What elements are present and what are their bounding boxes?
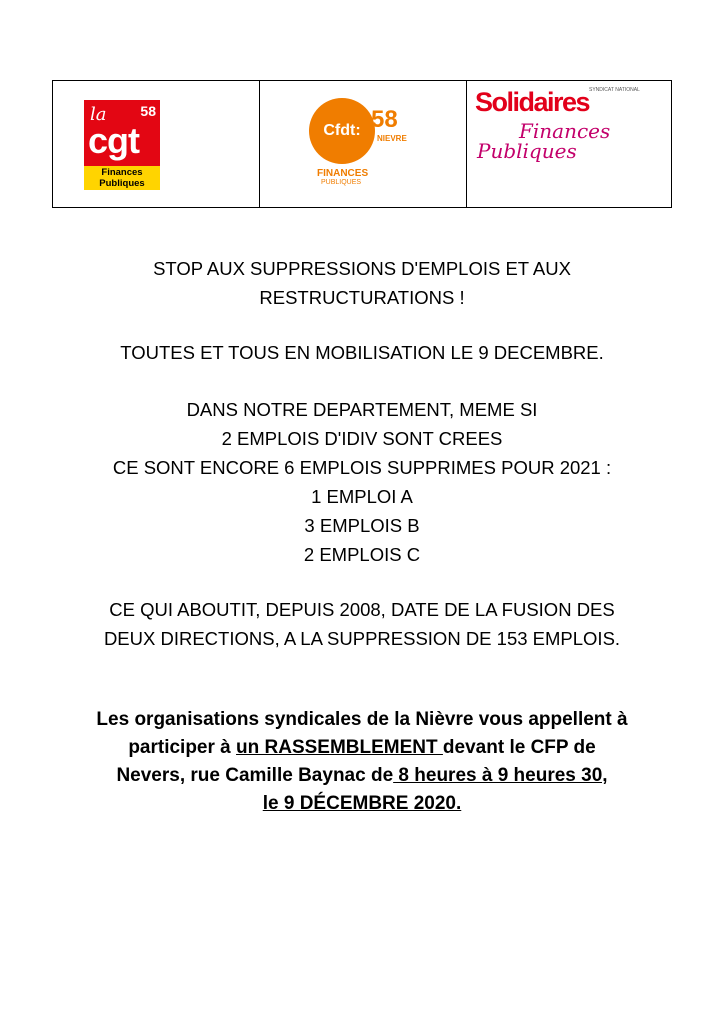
cgt-logo-prefix: la <box>90 104 107 125</box>
fusion-line: DEUX DIRECTIONS, A LA SUPPRESSION DE 153 EMPLOIS. <box>103 628 621 649</box>
solidaires-logo-tag: SYNDICAT NATIONAL <box>589 87 640 93</box>
date-underlined: le 9 DÉCEMBRE 2020. <box>262 793 462 814</box>
logo-cell-cfdt <box>260 81 467 207</box>
cfdt-logo-line1: FINANCES <box>317 168 369 179</box>
cgt-logo-band <box>84 166 160 190</box>
cfdt-logo-circle: Cfdt: <box>309 98 375 164</box>
department-text <box>0 395 724 569</box>
rassemblement-underlined: un RASSEMBLEMENT <box>236 737 443 758</box>
department-line: 1 EMPLOI A <box>311 486 413 507</box>
headline-line: STOP AUX SUPPRESSIONS D'EMPLOIS ET AUX <box>153 258 571 279</box>
solidaires-logo-name: Solidaires <box>475 87 590 117</box>
cgt-logo-number: 58 <box>140 103 156 119</box>
headline-line: RESTRUCTURATIONS ! <box>259 287 465 308</box>
call-line-3 <box>0 762 724 790</box>
mobilisation-text <box>0 338 724 367</box>
cfdt-logo <box>309 98 419 193</box>
cfdt-logo-line2: PUBLIQUES <box>321 179 362 186</box>
department-line: CE SONT ENCORE 6 EMPLOIS SUPPRIMES POUR 2021 : <box>112 457 612 478</box>
solidaires-logo-line1: Finances <box>519 119 611 143</box>
logo-cell-cgt <box>53 81 260 207</box>
headline <box>0 254 724 312</box>
cfdt-logo-number: 58 <box>371 106 398 133</box>
fusion-text <box>0 595 724 653</box>
mobilisation-line: TOUTES ET TOUS EN MOBILISATION LE 9 DECEMBRE. <box>120 342 604 363</box>
call-line-3-start: Nevers, rue Camille Baynac de <box>116 765 394 786</box>
fusion-line: CE QUI ABOUTIT, DEPUIS 2008, DATE DE LA FUSION DES <box>109 599 615 620</box>
department-line: 2 EMPLOIS D'IDIV SONT CREES <box>221 428 503 449</box>
logo-cell-solidaires <box>467 81 673 207</box>
call-line-2-end: devant le CFP de <box>442 737 596 758</box>
department-line: 3 EMPLOIS B <box>304 515 420 536</box>
department-line: 2 EMPLOIS C <box>303 544 421 565</box>
cgt-logo <box>84 100 160 190</box>
department-line: DANS NOTRE DEPARTEMENT, MEME SI <box>186 399 538 420</box>
cfdt-logo-dept: NIEVRE <box>377 134 407 143</box>
cgt-logo-name: cgt <box>88 120 139 161</box>
call-line-1: Les organisations syndicales de la Nièvre vous appellent à <box>96 709 628 730</box>
cgt-logo-line2: Publiques <box>99 178 145 189</box>
solidaires-logo-line2: Publiques <box>477 139 577 163</box>
logo-table <box>52 80 672 208</box>
solidaires-logo <box>475 85 665 175</box>
time-underlined: 8 heures à 9 heures 30, <box>393 765 608 786</box>
call-to-action <box>0 706 724 818</box>
call-line-2 <box>0 734 724 762</box>
cgt-logo-line1: Finances <box>101 167 143 178</box>
call-line-4 <box>0 790 724 818</box>
call-line-2-start: participer à <box>128 737 237 758</box>
